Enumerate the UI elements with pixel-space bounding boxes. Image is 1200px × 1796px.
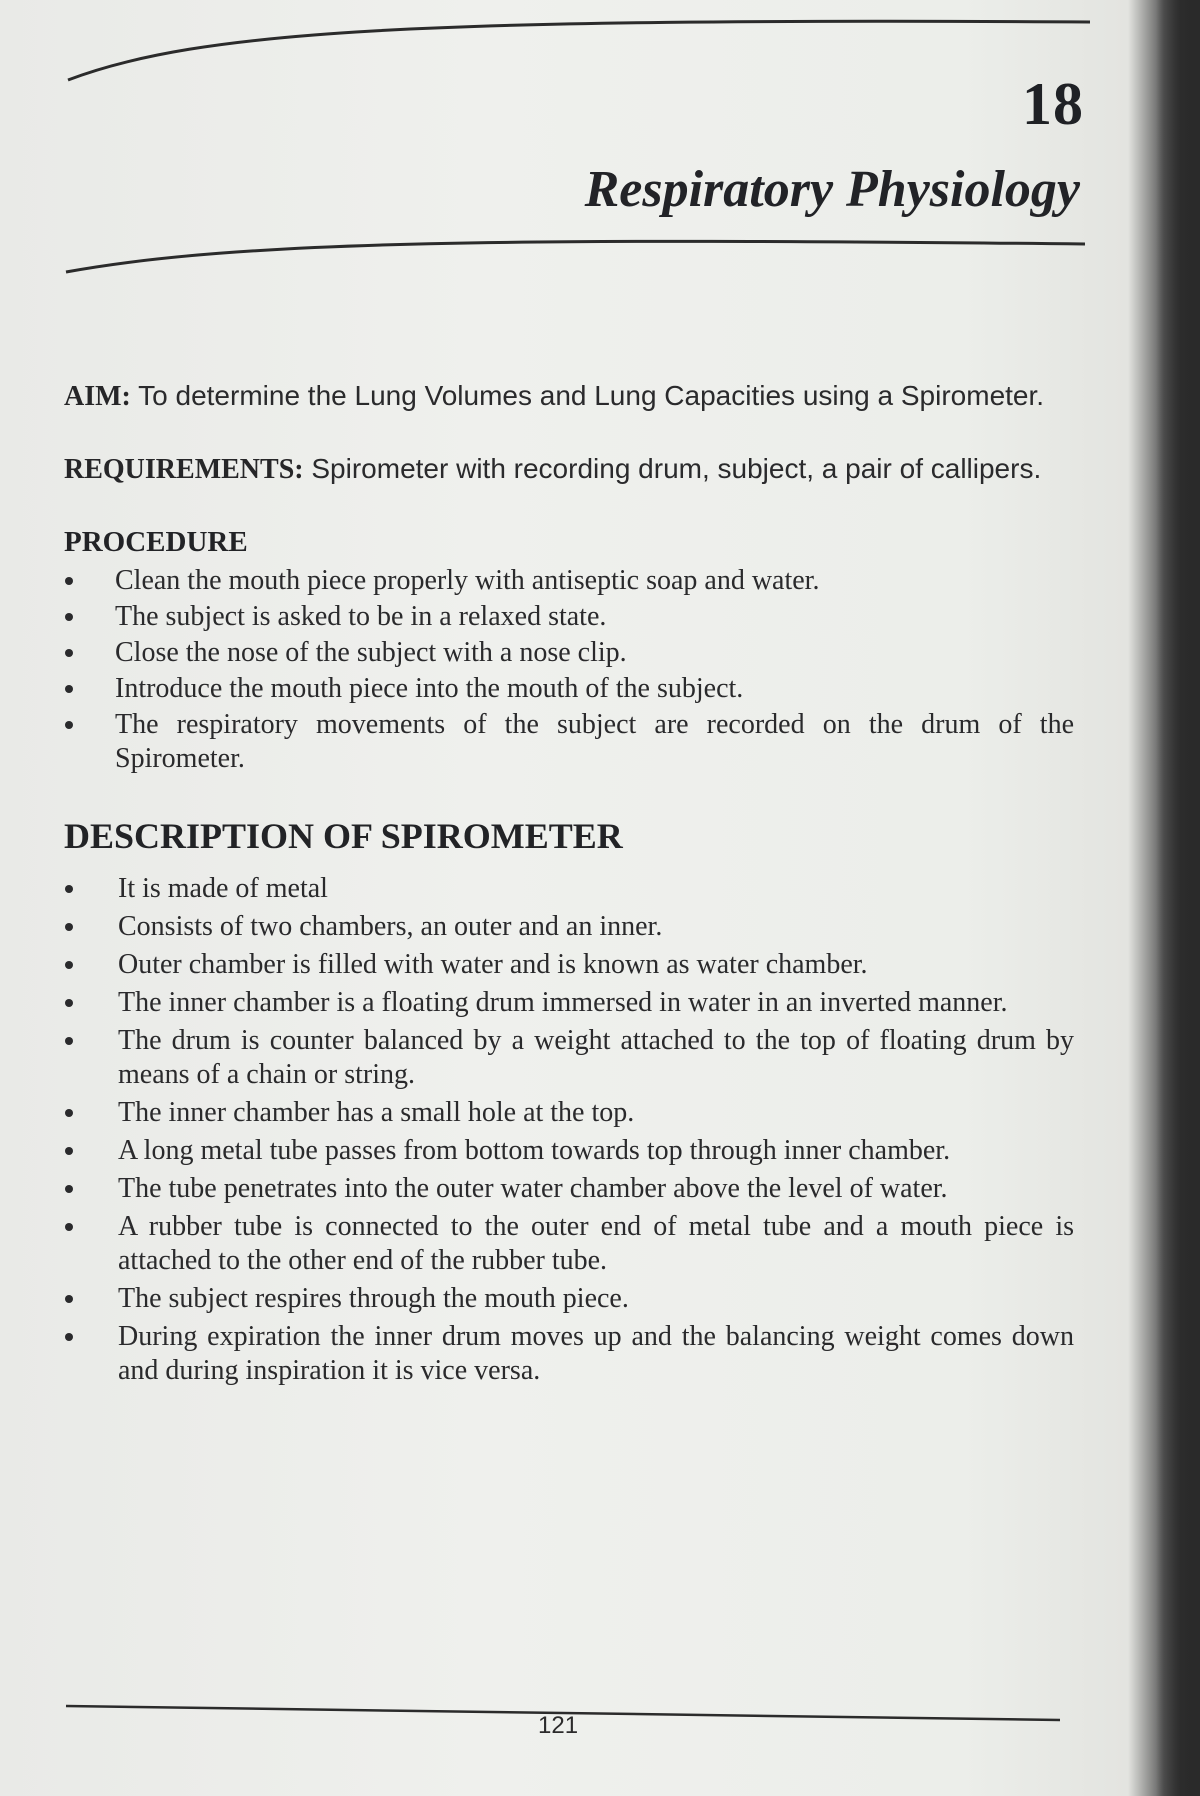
chapter-title: Respiratory Physiology xyxy=(584,161,1080,218)
list-item-text: A long metal tube passes from bottom towards top through inner chamber. xyxy=(118,1135,951,1166)
top-swoosh-rule xyxy=(68,21,1090,80)
bullet-icon xyxy=(65,1109,73,1117)
title-underline-rule xyxy=(66,241,1085,272)
bullet-icon xyxy=(65,1037,73,1045)
bullet-icon xyxy=(65,577,73,585)
bullet-icon xyxy=(65,613,73,621)
list-item-text: It is made of metal xyxy=(118,873,328,904)
aim-label: AIM: xyxy=(64,381,131,412)
list-item-text: A rubber tube is connected to the outer end of metal tube and a mouth piece is attached to the other end of the rubber tube. xyxy=(118,1211,1074,1276)
list-item-text: The subject respires through the mouth piece. xyxy=(118,1283,629,1314)
requirements-label: REQUIREMENTS: xyxy=(64,454,304,485)
aim-paragraph xyxy=(64,378,1074,415)
procedure-list xyxy=(64,564,1074,776)
aim-text: To determine the Lung Volumes and Lung Capacities using a Spirometer. xyxy=(138,380,1045,411)
list-item xyxy=(64,948,1074,982)
list-item xyxy=(64,1210,1074,1278)
list-item xyxy=(64,1172,1074,1206)
list-item xyxy=(64,708,1074,776)
list-item-text: Outer chamber is filled with water and is known as water chamber. xyxy=(118,949,868,980)
list-item xyxy=(64,1096,1074,1130)
requirements-paragraph xyxy=(64,451,1074,488)
list-item-text: Introduce the mouth piece into the mouth of the subject. xyxy=(115,673,744,704)
list-item xyxy=(64,986,1074,1020)
list-item xyxy=(64,872,1074,906)
description-list xyxy=(64,872,1074,1388)
page-number: 121 xyxy=(538,1712,579,1739)
list-item xyxy=(64,1282,1074,1316)
page-content xyxy=(64,378,1074,1392)
list-item xyxy=(64,636,1074,670)
list-item xyxy=(64,564,1074,598)
list-item xyxy=(64,672,1074,706)
list-item xyxy=(64,600,1074,634)
description-heading: DESCRIPTION OF SPIROMETER xyxy=(64,816,623,856)
bullet-icon xyxy=(65,999,73,1007)
bullet-icon xyxy=(65,1185,73,1193)
bullet-icon xyxy=(65,1295,73,1303)
list-item-text: The inner chamber is a floating drum immersed in water in an inverted manner. xyxy=(118,987,1008,1018)
bullet-icon xyxy=(65,685,73,693)
list-item-text: Consists of two chambers, an outer and an inner. xyxy=(118,911,663,942)
list-item xyxy=(64,1134,1074,1168)
list-item-text: During expiration the inner drum moves up and the balancing weight comes down and during inspiration it is vice versa. xyxy=(118,1321,1074,1386)
list-item-text: The subject is asked to be in a relaxed state. xyxy=(115,601,607,632)
page-edge-shadow xyxy=(1156,0,1200,1796)
list-item-text: Close the nose of the subject with a nose clip. xyxy=(115,637,627,668)
bullet-icon xyxy=(65,961,73,969)
list-item-text: The respiratory movements of the subject are recorded on the drum of the Spirometer. xyxy=(115,709,1074,774)
list-item-text: Clean the mouth piece properly with antiseptic soap and water. xyxy=(115,565,820,596)
list-item-text: The drum is counter balanced by a weight attached to the top of floating drum by means of a chain or string. xyxy=(118,1025,1074,1090)
bullet-icon xyxy=(65,721,73,729)
chapter-number: 18 xyxy=(1022,71,1084,137)
bullet-icon xyxy=(65,649,73,657)
list-item xyxy=(64,1024,1074,1092)
procedure-heading: PROCEDURE xyxy=(64,526,248,558)
list-item-text: The inner chamber has a small hole at the top. xyxy=(118,1097,635,1128)
bullet-icon xyxy=(65,1333,73,1341)
bullet-icon xyxy=(65,885,73,893)
bullet-icon xyxy=(65,1223,73,1231)
bullet-icon xyxy=(65,923,73,931)
list-item xyxy=(64,910,1074,944)
requirements-text: Spirometer with recording drum, subject, a pair of callipers. xyxy=(311,453,1042,484)
list-item-text: The tube penetrates into the outer water chamber above the level of water. xyxy=(118,1173,948,1204)
list-item xyxy=(64,1320,1074,1388)
bullet-icon xyxy=(65,1147,73,1155)
